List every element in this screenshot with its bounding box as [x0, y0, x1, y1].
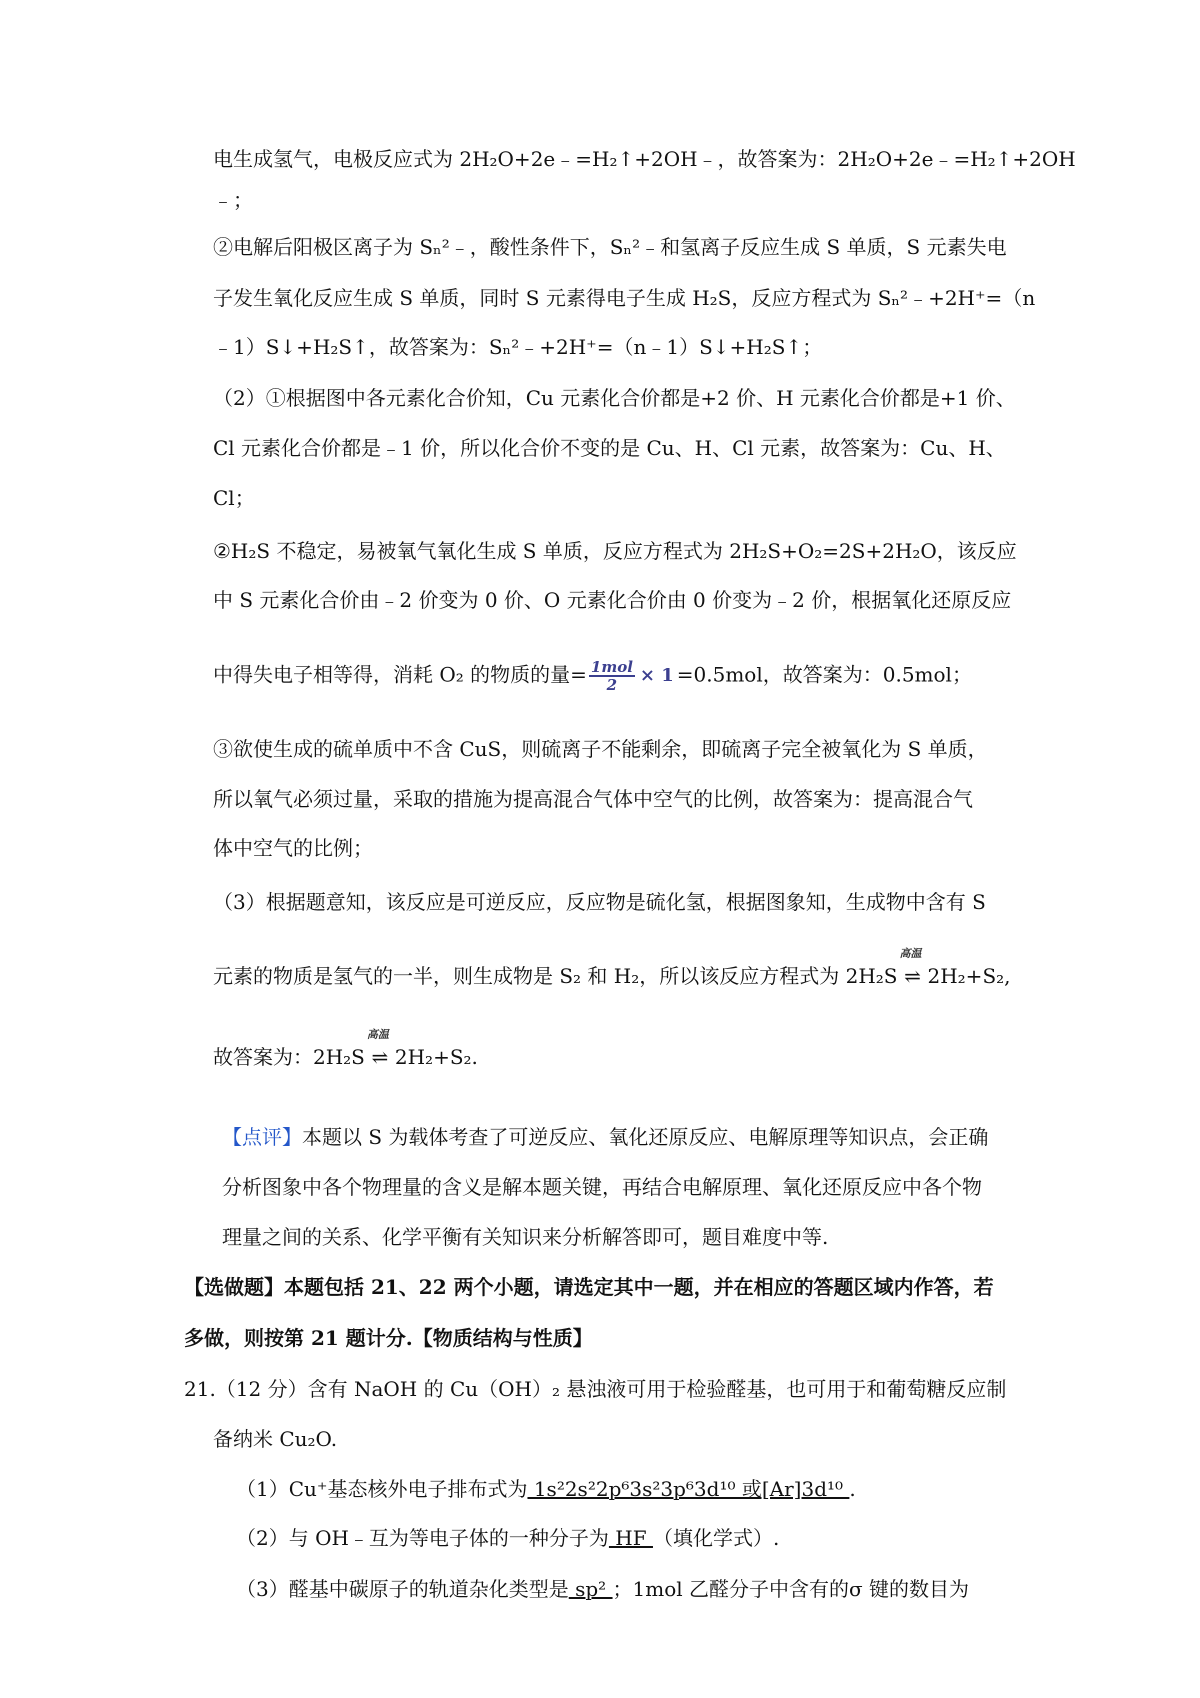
answer-line-5: ﹣1）S↓+H₂S↑，故答案为：Sₙ²﹣+2H⁺=（n﹣1）S↓+H₂S↑； — [213, 335, 823, 359]
answer-line-9: ②H₂S 不稳定，易被氧气氧化生成 S 单质，反应方程式为 2H₂S+O₂=2S+2H₂O，该反应 — [213, 539, 1017, 563]
reversible-arrow-icon — [898, 947, 928, 990]
subquestion-1-text: （1）Cu⁺基态核外电子排布式为 — [236, 1477, 528, 1501]
answer-line-16-text: 元素的物质是氢气的一半，则生成物是 S₂ 和 H₂，所以该反应方程式为 2H₂S — [213, 964, 898, 988]
answer-line-16 — [213, 947, 1011, 990]
answer-line-8: Cl； — [213, 486, 255, 510]
comment-text-1: 本题以 S 为载体考查了可逆反应、氧化还原反应、电解原理等知识点，会正确 — [302, 1125, 989, 1149]
answer-line-17 — [213, 1028, 478, 1071]
answer-line-3: ②电解后阳极区离子为 Sₙ²﹣，酸性条件下，Sₙ²﹣和氢离子反应生成 S 单质，S 元素失电 — [213, 235, 1007, 259]
answer-line-16-products: 2H₂+S₂, — [927, 964, 1011, 988]
subquestion-3-end: ；1mol 乙醛分子中含有的σ 键的数目为 — [612, 1577, 970, 1601]
subquestion-2-answer: HF — [608, 1526, 653, 1550]
fraction-denominator: 2 — [606, 676, 618, 694]
subquestion-2 — [236, 1524, 779, 1552]
answer-line-17-text: 故答案为：2H₂S — [213, 1045, 365, 1069]
comment-tag: 【点评】 — [222, 1125, 302, 1149]
arrow-symbol: ⇌ — [904, 964, 921, 988]
fraction-numerator: 1mol — [590, 658, 633, 676]
answer-line-6: （2）①根据图中各元素化合价知，Cu 元素化合价都是+2 价、H 元素化合价都是+1 价、 — [213, 386, 1016, 410]
arrow-symbol: ⇌ — [371, 1045, 389, 1069]
subquestion-1-answer: 1s²2s²2p⁶3s²3p⁶3d¹⁰ 或[Ar]3d¹⁰ — [527, 1477, 850, 1501]
answer-line-15: （3）根据题意知，该反应是可逆反应，反应物是硫化氢，根据图象知，生成物中含有 S — [213, 890, 986, 914]
answer-line-17-products: 2H₂+S₂. — [394, 1045, 478, 1069]
answer-line-4: 子发生氧化反应生成 S 单质，同时 S 元素得电子生成 H₂S，反应方程式为 Sₙ²﹣+2H⁺=（n — [213, 286, 1036, 310]
answer-line-13: 所以氧气必须过量，采取的措施为提高混合气体中空气的比例，故答案为：提高混合气 — [213, 787, 973, 811]
subquestion-2-text: （2）与 OH﹣互为等电子体的一种分子为 — [236, 1526, 609, 1550]
comment-line-2: 分析图象中各个物理量的含义是解本题关键，再结合电解原理、氧化还原反应中各个物 — [222, 1175, 982, 1199]
multiply-term: × 1 — [639, 665, 674, 686]
arrow-condition-label: 高温 — [899, 947, 922, 960]
subquestion-2-end: （填化学式）. — [652, 1526, 780, 1550]
answer-line-11-result: =0.5mol，故答案为：0.5mol； — [676, 662, 972, 687]
comment-line-1 — [222, 1123, 988, 1151]
answer-line-7: Cl 元素化合价都是﹣1 价，所以化合价不变的是 Cu、H、Cl 元素，故答案为：Cu、H、 — [213, 436, 1006, 460]
answer-line-10: 中 S 元素化合价由﹣2 价变为 0 价、O 元素化合价由 0 价变为﹣2 价，根据氧化还原反应 — [213, 588, 1012, 612]
subquestion-1-end: . — [849, 1477, 856, 1501]
answer-line-1: 电生成氢气，电极反应式为 2H₂O+2e﹣=H₂↑+2OH﹣，故答案为：2H₂O+2e﹣=H₂↑+2OH — [213, 147, 1076, 171]
section-heading-line-1: 【选做题】本题包括 21、22 两个小题，请选定其中一题，并在相应的答题区域内作答，若 — [184, 1275, 994, 1299]
subquestion-3 — [236, 1575, 969, 1603]
reversible-arrow-icon — [365, 1028, 395, 1071]
arrow-condition-label: 高温 — [366, 1028, 389, 1041]
subquestion-1 — [236, 1475, 856, 1503]
question-21-line-1: 21.（12 分）含有 NaOH 的 Cu（OH）₂ 悬浊液可用于检验醛基，也可用于和葡萄糖反应制 — [184, 1377, 1007, 1401]
answer-line-2: ﹣； — [213, 188, 253, 212]
answer-line-12: ③欲使生成的硫单质中不含 CuS，则硫离子不能剩余，即硫离子完全被氧化为 S 单质， — [213, 737, 988, 761]
question-21-line-2: 备纳米 Cu₂O. — [213, 1427, 338, 1451]
subquestion-3-answer: sp² — [568, 1577, 613, 1601]
comment-line-3: 理量之间的关系、化学平衡有关知识来分析解答即可，题目难度中等. — [222, 1225, 829, 1249]
section-heading-line-2: 多做，则按第 21 题计分.【物质结构与性质】 — [184, 1326, 593, 1350]
answer-line-11 — [213, 659, 972, 693]
answer-line-14: 体中空气的比例； — [213, 836, 373, 860]
answer-line-11-text: 中得失电子相等得，消耗 O₂ 的物质的量= — [213, 662, 587, 687]
subquestion-3-text: （3）醛基中碳原子的轨道杂化类型是 — [236, 1577, 569, 1601]
fraction-image — [589, 659, 635, 693]
